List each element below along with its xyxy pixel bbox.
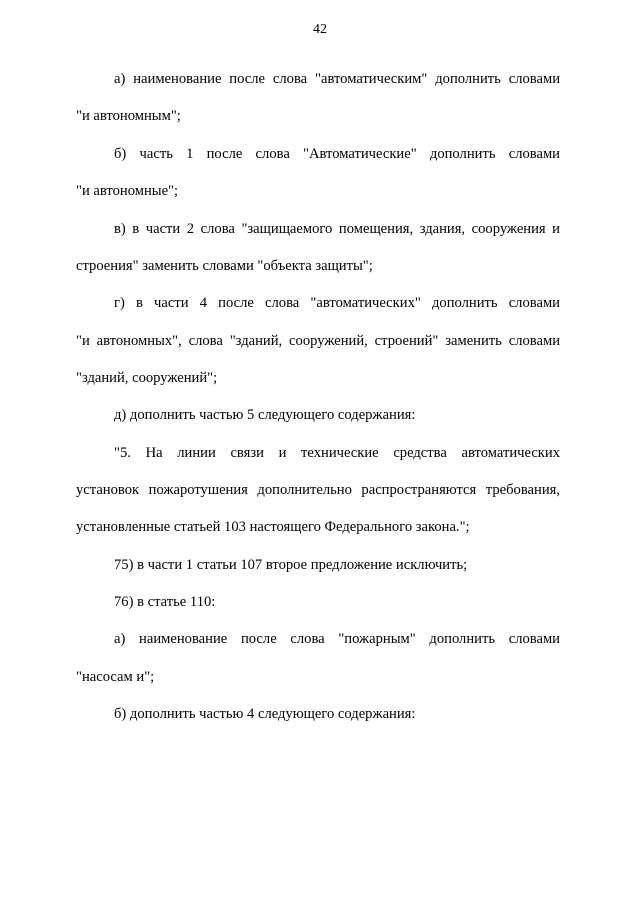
text-line: установленные статьей 103 настоящего Федерального закона."; [76, 519, 470, 535]
text-line: б) часть 1 после слова "Автоматические" дополнить словами [114, 146, 560, 162]
text-line: б) дополнить частью 4 следующего содержания: [114, 706, 416, 722]
text-line: "5. На линии связи и технические средства автоматических [114, 445, 560, 461]
text-line: "и автономные"; [76, 183, 179, 199]
text-line: г) в части 4 после слова "автоматических" дополнить словами [114, 295, 560, 311]
text-line: в) в части 2 слова "защищаемого помещения, здания, сооружения и [114, 221, 560, 237]
text-line: "зданий, сооружений"; [76, 370, 218, 386]
text-line: д) дополнить частью 5 следующего содержания: [114, 407, 416, 423]
text-line: установок пожаротушения дополнительно распространяются требования, [76, 482, 560, 498]
text-line: 76) в статье 110: [114, 594, 216, 610]
page-number: 42 [313, 22, 327, 37]
text-line: "и автономным"; [76, 108, 181, 124]
text-line: строения" заменить словами "объекта защиты"; [76, 258, 373, 274]
text-line: а) наименование после слова "пожарным" дополнить словами [114, 631, 560, 647]
text-line: "насосам и"; [76, 669, 155, 685]
text-line: 75) в части 1 статьи 107 второе предложение исключить; [114, 557, 468, 573]
text-line: "и автономных", слова "зданий, сооружений, строений" заменить словами [76, 333, 560, 349]
text-line: а) наименование после слова "автоматическим" дополнить словами [114, 71, 560, 87]
